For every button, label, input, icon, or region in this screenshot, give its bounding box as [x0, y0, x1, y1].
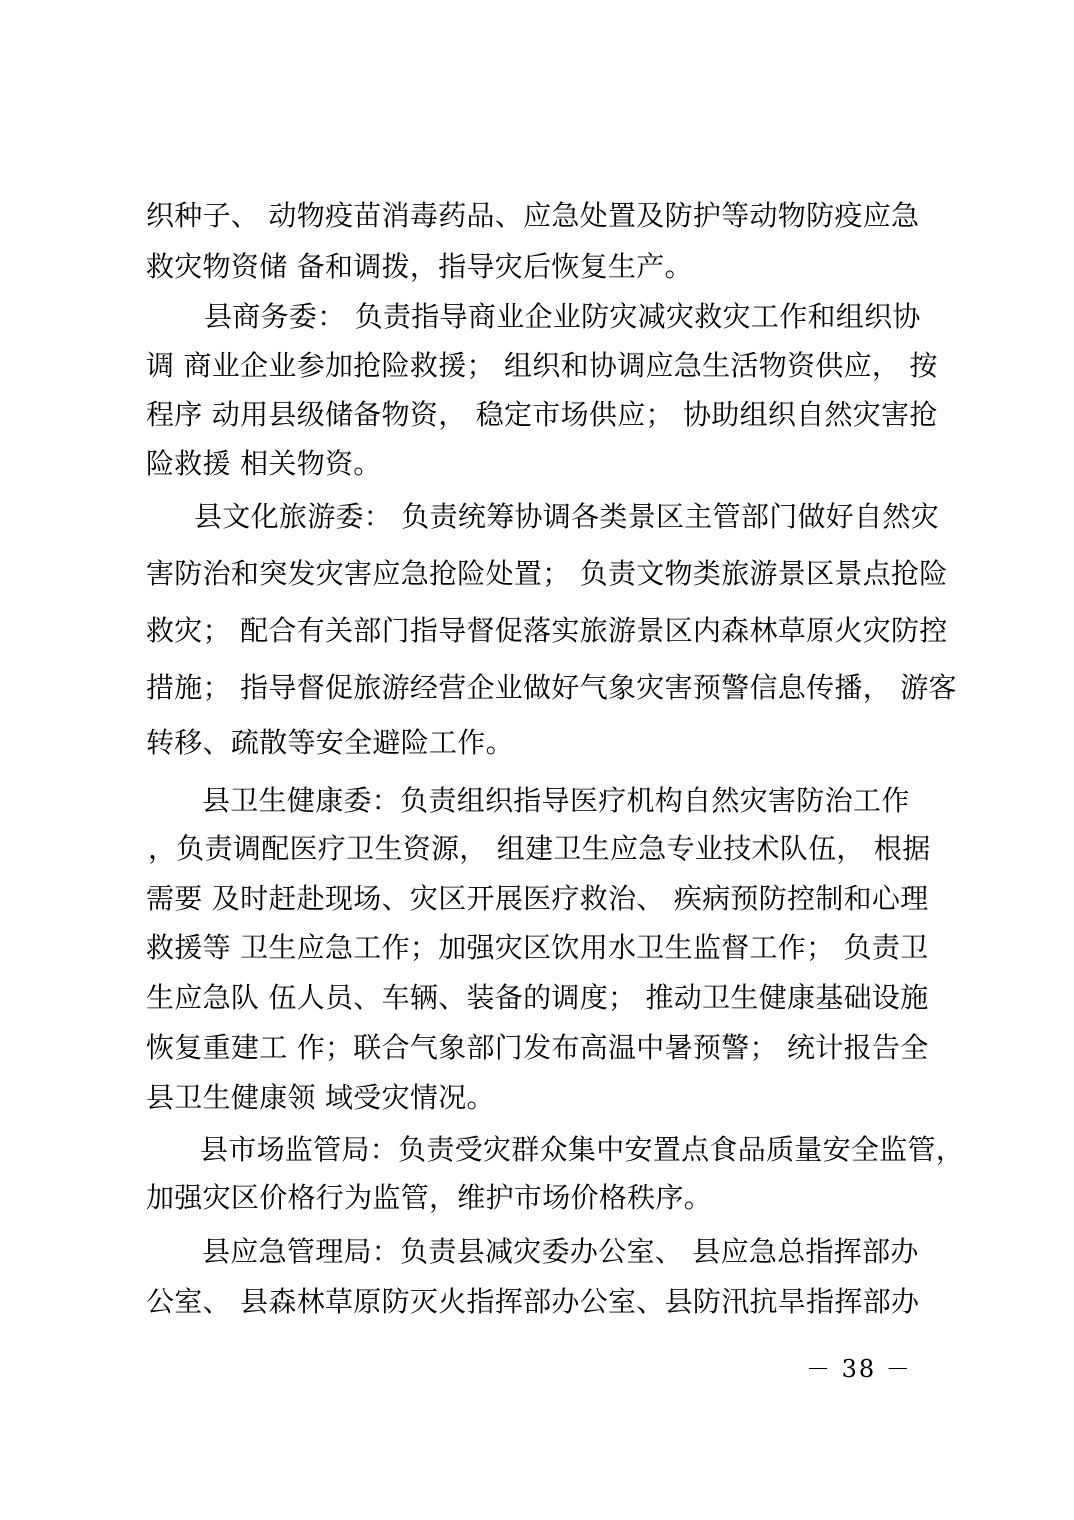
text-line: 救灾物资储 备和调拨，指导灾后恢复生产。 — [146, 250, 693, 283]
text-line: 县卫生健康委：负责组织指导医疗机构自然灾害防治工作 — [202, 784, 910, 817]
text-line: 救灾； 配合有关部门指导督促落实旅游景区内森林草原火灾防控 — [146, 614, 948, 647]
text-line: 公室、 县森林草原防灭火指挥部办公室、县防汛抗旱指挥部办 — [146, 1285, 920, 1318]
text-line: 县卫生健康领 域受灾情况。 — [146, 1081, 495, 1114]
text-line: 恢复重建工 作；联合气象部门发布高温中暑预警； 统计报告全 — [146, 1031, 929, 1064]
page-number: － 38 － — [806, 1355, 912, 1383]
text-line: 县应急管理局：负责县减灾委办公室、 县应急总指挥部办 — [202, 1235, 919, 1268]
text-line: 县市场监管局：负责受灾群众集中安置点食品质量安全监管， — [200, 1133, 965, 1166]
text-line: 程序 动用县级储备物资， 稳定市场供应； 协助组织自然灾害抢 — [146, 398, 938, 431]
text-line: 生应急队 伍人员、车辆、装备的调度； 推动卫生健康基础设施 — [146, 981, 929, 1014]
text-line: 险救援 相关物资。 — [146, 447, 382, 480]
text-line: 转移、疏散等安全避险工作。 — [146, 726, 514, 759]
text-line: 织种子、 动物疫苗消毒药品、应急处置及防护等动物防疫应急 — [146, 199, 920, 232]
text-line: 调 商业企业参加抢险救援； 组织和协调应急生活物资供应， 按 — [146, 349, 938, 382]
text-line: 县商务委： 负责指导商业企业防灾减灾救灾工作和组织协 — [204, 300, 921, 333]
text-line: ，负责调配医疗卫生资源， 组建卫生应急专业技术队伍， 根据 — [148, 832, 931, 865]
text-line: 救援等 卫生应急工作；加强灾区饮用水卫生监督工作； 负责卫 — [146, 931, 929, 964]
text-line: 县文化旅游委： 负责统筹协调各类景区主管部门做好自然灾 — [194, 500, 940, 533]
text-line: 措施； 指导督促旅游经营企业做好气象灾害预警信息传播， 游客 — [146, 671, 957, 704]
text-line: 害防治和突发灾害应急抢险处置； 负责文物类旅游景区景点抢险 — [146, 557, 948, 590]
text-line: 需要 及时赶赴现场、灾区开展医疗救治、 疾病预防控制和心理 — [146, 882, 929, 915]
text-line: 加强灾区价格行为监管，维护市场价格秩序。 — [146, 1181, 713, 1214]
